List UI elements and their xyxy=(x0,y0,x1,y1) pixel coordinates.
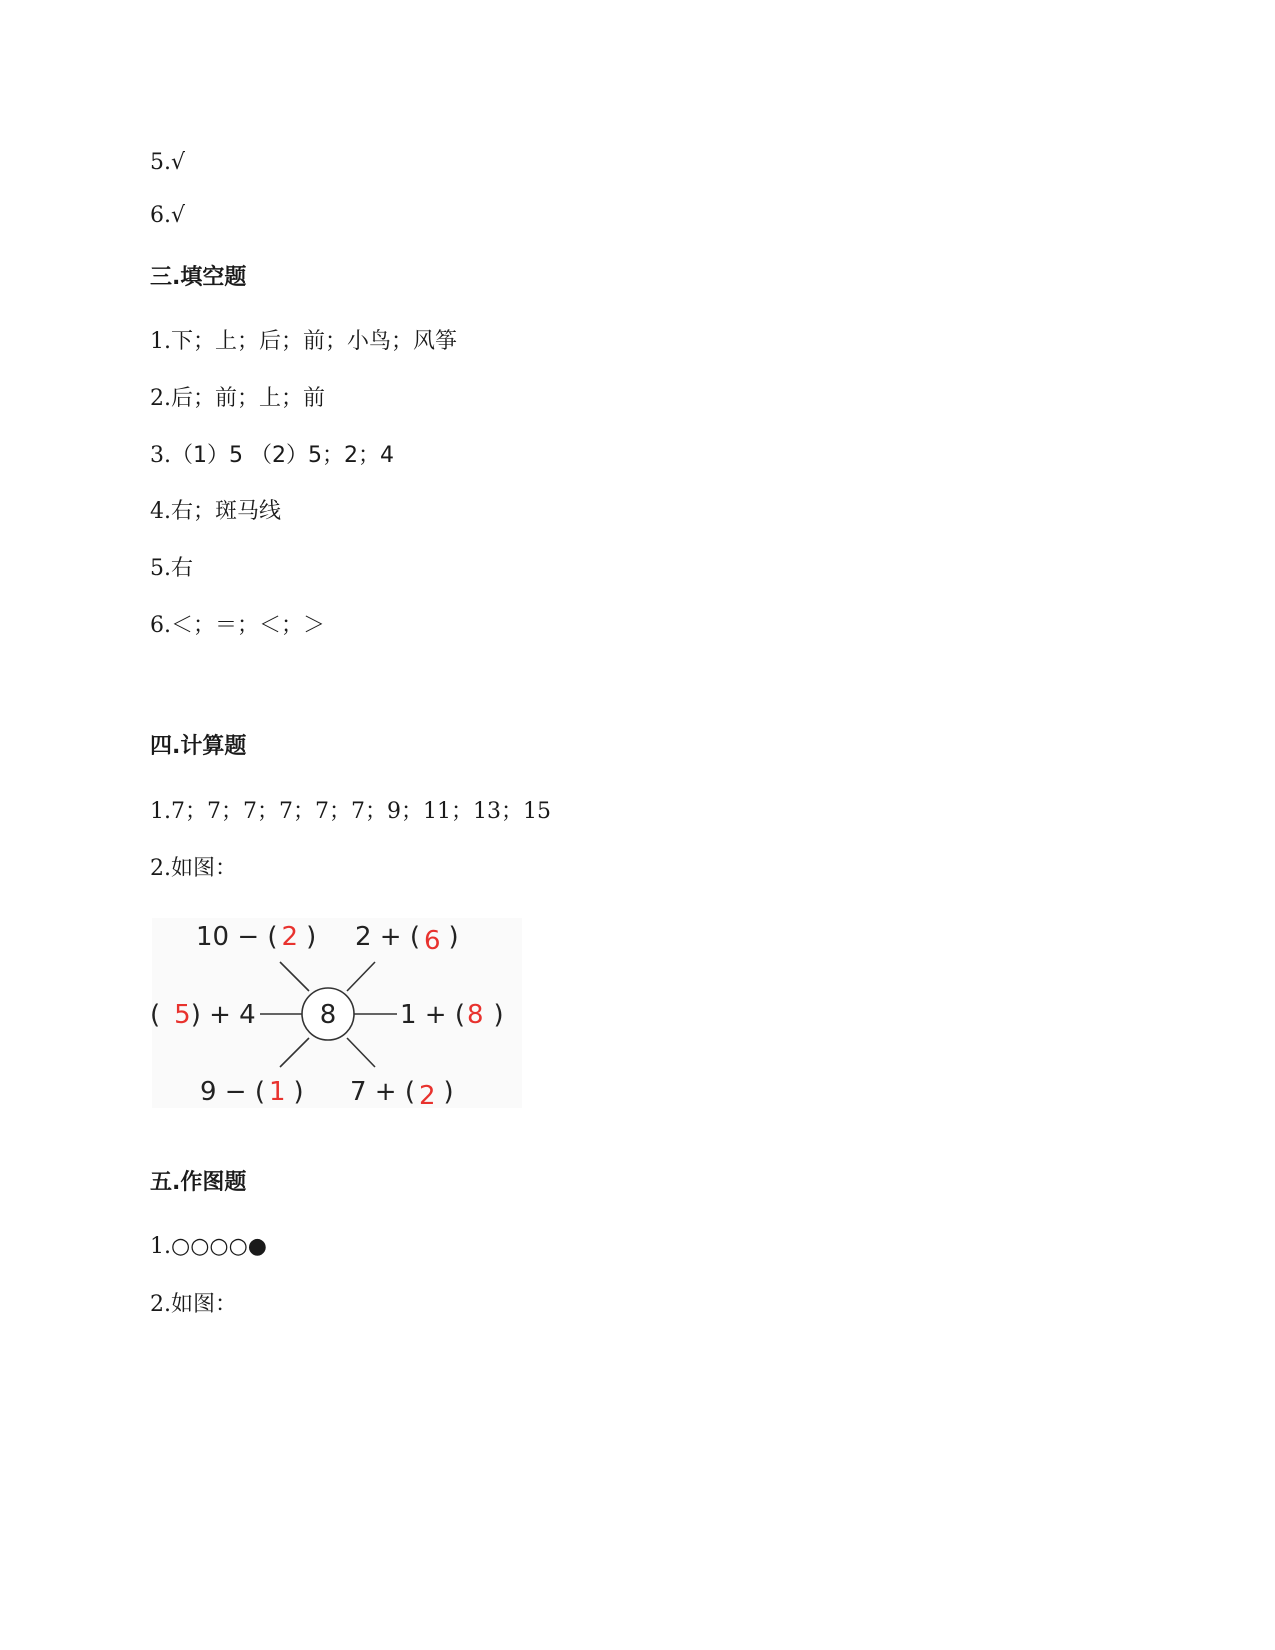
item-number: 1. xyxy=(150,799,171,824)
expression-top-right xyxy=(355,922,459,956)
section-heading: 四.计算题 xyxy=(150,734,247,759)
item-answer: ○○○○● xyxy=(171,1234,267,1259)
expression-prefix: 1 + ( xyxy=(400,1000,465,1030)
answer-line xyxy=(150,554,193,584)
item-number: 6. xyxy=(150,203,171,228)
item-answer: （1）5 （2）5；2；4 xyxy=(171,443,394,468)
expression-suffix: ) xyxy=(306,922,317,952)
expression-prefix: 10 − ( xyxy=(196,922,278,952)
item-number: 2. xyxy=(150,856,171,881)
item-answer: ＜；＝；＜；＞ xyxy=(171,613,326,638)
answer-line xyxy=(150,148,185,178)
item-number: 1. xyxy=(150,1234,171,1259)
expression-top-left xyxy=(196,922,316,952)
spoke-bottom-left xyxy=(280,1038,309,1067)
expression-prefix: 7 + ( xyxy=(350,1077,415,1107)
expression-prefix: 2 + ( xyxy=(355,922,420,952)
answer-line xyxy=(150,854,237,884)
answer-line xyxy=(150,327,457,357)
expression-prefix: ( xyxy=(150,1000,161,1030)
item-answer: 7；7；7；7；7；7；9；11；13；15 xyxy=(171,799,551,824)
item-number: 1. xyxy=(150,329,171,354)
answer-line xyxy=(150,611,325,641)
expression-prefix: 9 − ( xyxy=(200,1077,265,1107)
item-answer: √ xyxy=(171,150,186,175)
item-answer: 如图： xyxy=(171,1292,238,1317)
expression-bottom-left xyxy=(200,1077,304,1107)
section-heading: 三.填空题 xyxy=(150,265,247,290)
spoke-top-left xyxy=(280,962,309,991)
expression-left xyxy=(150,1000,256,1030)
expression-suffix: ) xyxy=(493,1000,504,1030)
item-answer: 下；上；后；前；小鸟；风筝 xyxy=(171,329,458,354)
item-number: 3. xyxy=(150,443,171,468)
answer-value: 2 xyxy=(281,922,299,952)
item-number: 2. xyxy=(150,386,171,411)
answer-line xyxy=(150,201,185,231)
center-number: 8 xyxy=(319,1000,337,1030)
spoke-bottom-right xyxy=(347,1038,375,1067)
answer-line xyxy=(150,441,394,471)
expression-suffix: ) xyxy=(448,922,459,952)
answer-line xyxy=(150,1232,267,1262)
answer-value: 2 xyxy=(419,1081,436,1111)
spoke-top-right xyxy=(347,962,375,991)
item-answer: 后；前；上；前 xyxy=(171,386,326,411)
expression-bottom-right xyxy=(350,1077,454,1111)
item-number: 6. xyxy=(150,613,171,638)
section-heading: 五.作图题 xyxy=(150,1170,247,1195)
answer-line xyxy=(150,797,551,827)
number-wheel-diagram xyxy=(150,918,522,1111)
answer-value: 8 xyxy=(467,1000,484,1030)
item-number: 5. xyxy=(150,556,171,581)
item-answer: 如图： xyxy=(171,856,238,881)
answer-line xyxy=(150,384,325,414)
item-answer: 右 xyxy=(171,556,194,581)
expression-suffix: ) xyxy=(443,1077,454,1107)
item-number: 4. xyxy=(150,499,171,524)
expression-suffix: ) + 4 xyxy=(190,1000,256,1030)
number-wheel-svg xyxy=(150,918,522,1111)
answer-value: 1 xyxy=(269,1077,286,1107)
item-number: 5. xyxy=(150,150,171,175)
answer-line xyxy=(150,497,281,527)
answer-value: 6 xyxy=(424,926,441,956)
item-answer: √ xyxy=(171,203,186,228)
item-number: 2. xyxy=(150,1292,171,1317)
item-answer: 右；斑马线 xyxy=(171,499,282,524)
answer-line xyxy=(150,1290,237,1320)
expression-suffix: ) xyxy=(293,1077,304,1107)
expression-right xyxy=(400,1000,504,1030)
answer-value: 5 xyxy=(174,1000,191,1030)
